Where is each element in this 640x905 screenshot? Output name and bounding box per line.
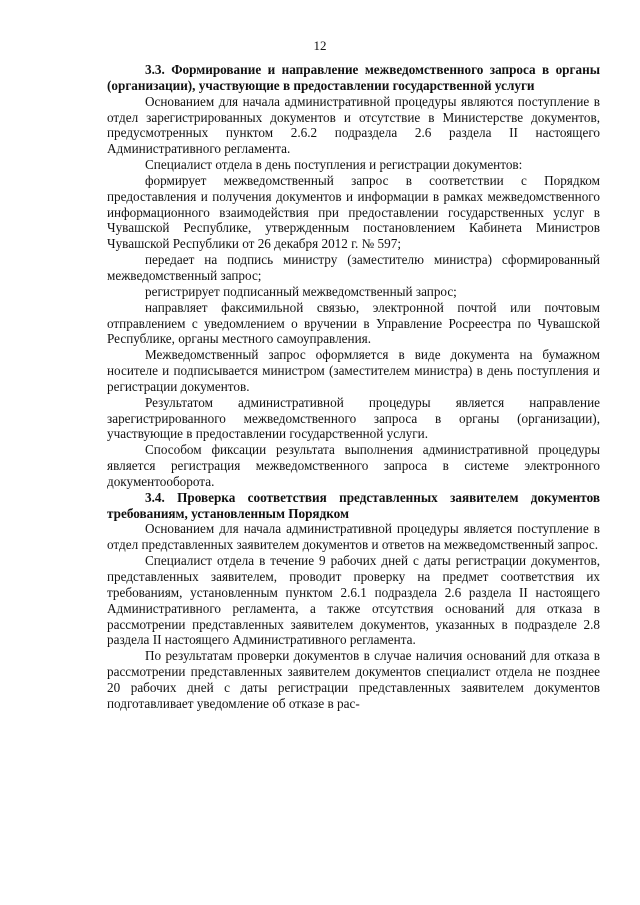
page-number: 12 [313, 38, 327, 53]
section-3-4 [107, 490, 600, 712]
document-body [107, 62, 600, 712]
section-heading: 3.3. Формирование и направление межведомственного запроса в органы (организации), участвующие в предоставлении государственной услуги [107, 62, 600, 93]
paragraph: Результатом административной процедуры является направление зарегистрированного межведомственного запроса в органы (организации), участвующие в предоставлении государственной услуги. [107, 394, 600, 442]
paragraph: По результатам проверки документов в случае наличия оснований для отказа в рассмотрении представленных заявителем документов специалист отдела не позднее 20 рабочих дней с даты регистрации представленных заявителем документов подготавливает уведомление об отказе в рас- [107, 648, 600, 711]
paragraph: Основанием для начала административной процедуры является поступление в отдел представленных заявителем документов и ответов на межведомственный запрос. [107, 521, 600, 553]
paragraph: Способом фиксации результата выполнения административной процедуры является регистрация межведомственного запроса в системе электронного документооборота. [107, 442, 600, 489]
paragraph: Специалист отдела в день поступления и регистрации документов: [145, 157, 523, 173]
paragraph: регистрирует подписанный межведомственный запрос; [145, 283, 457, 299]
paragraph: направляет факсимильной связью, электронной почтой или почтовым отправлением с уведомлением о вручении в Управление Росреестра по Чувашской Республике, органы местного самоуправления. [107, 299, 600, 347]
paragraph: передает на подпись министру (заместителю министра) сформированный межведомственный запрос; [107, 252, 600, 283]
paragraph: Основанием для начала административной процедуры являются поступление в отдел зарегистрированных документов и отсутствие в Министерстве документов, предусмотренных пунктом 2.6.2 подраздела 2.6 раздела II настоящего Административного регламента. [107, 93, 600, 157]
paragraph: Межведомственный запрос оформляется в виде документа на бумажном носителе и подписывается министром (заместителем министра) в день поступления и регистрации документов. [107, 347, 600, 394]
section-heading: 3.4. Проверка соответствия представленных заявителем документов требованиям, установленным Порядком [107, 489, 600, 521]
section-3-3 [107, 62, 600, 490]
paragraph: Специалист отдела в течение 9 рабочих дней с даты регистрации документов, представленных заявителем, проводит проверку на предмет соответствия их требованиям, установленным пунктом 2.6.1 подраздела 2.6 раздела II настоящего Административного регламента, а также отсутствия оснований для отказа в рассмотрении представленных заявителем документов, указанных в подразделе 2.8 раздела II настоящего Административного регламента. [107, 553, 600, 648]
paragraph: формирует межведомственный запрос в соответствии с Порядком предоставления и получения документов и информации в рамках межведомственного информационного взаимодействия при предоставлении государственных услуг в Чувашской Республике, утвержденным постановлением Кабинета Министров Чувашской Республики от 26 декабря 2012 г. № 597; [107, 172, 600, 252]
